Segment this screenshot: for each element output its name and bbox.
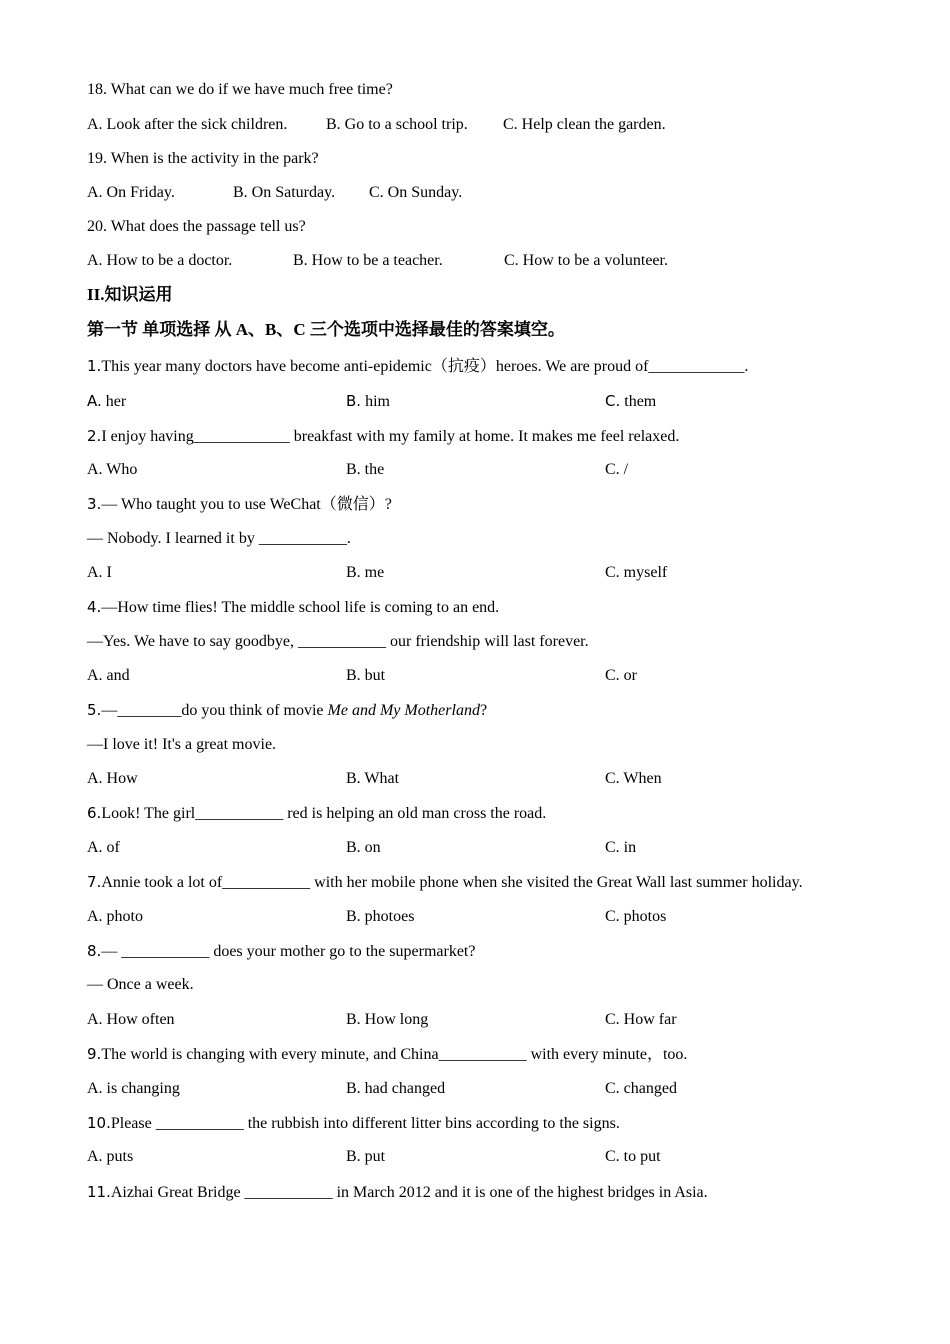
option-a: A. her (87, 392, 127, 410)
option-a: A. How (87, 770, 138, 787)
option-a: A. How often (87, 1011, 175, 1028)
question-number: 11. (87, 1183, 111, 1201)
option-b: B. had changed (346, 1080, 446, 1097)
option-c: C. When (605, 770, 662, 787)
question-stem (87, 356, 748, 376)
question-stem (87, 941, 475, 961)
question-text: —________do you think of movie (101, 702, 328, 719)
option-b: B. on (346, 839, 381, 856)
question-text: — ___________ does your mother go to the supermarket? (101, 943, 476, 960)
option-b: B. How long (346, 1011, 429, 1028)
option-b: B. put (346, 1148, 386, 1165)
option-c: C. them (605, 392, 657, 410)
question-stem (87, 700, 487, 720)
question-number: 4. (87, 598, 102, 616)
option-c: C. How far (605, 1011, 677, 1028)
question-stem (87, 426, 679, 446)
option-b: B. How to be a teacher. (293, 252, 443, 269)
question-text-end: ? (479, 702, 488, 719)
option-c: C. to put (605, 1148, 661, 1165)
question-text: This year many doctors have become anti-epidemic（抗疫）heroes. We are proud of____________. (101, 358, 749, 375)
option-a: A. Who (87, 461, 138, 478)
question-number: 10. (87, 1114, 111, 1132)
question-text: I enjoy having____________ breakfast with my family at home. It makes me feel relaxed. (101, 428, 680, 445)
option-a: A. puts (87, 1148, 134, 1165)
option-b: B. What (346, 770, 400, 787)
option-c: C. / (605, 461, 629, 478)
question-text: Look! The girl___________ red is helping an old man cross the road. (101, 805, 547, 822)
question-number: 5. (87, 701, 102, 719)
option-b: B. him (346, 392, 390, 410)
option-b: B. On Saturday. (233, 184, 336, 201)
option-b: B. me (346, 564, 385, 581)
question-stem (87, 1182, 708, 1202)
question-number: 8. (87, 942, 102, 960)
question-stem (87, 494, 392, 514)
question-stem (87, 1113, 620, 1133)
option-c: C. or (605, 667, 637, 684)
option-a: A. On Friday. (87, 184, 175, 201)
question-number: 6. (87, 804, 102, 822)
question-stem: 18. What can we do if we have much free time? (87, 81, 393, 98)
option-c: C. On Sunday. (369, 184, 463, 201)
option-c: C. changed (605, 1080, 677, 1097)
option-a: A. How to be a doctor. (87, 252, 233, 269)
option-a: A. I (87, 564, 112, 581)
option-a: A. is changing (87, 1080, 180, 1097)
option-a: A. and (87, 667, 130, 684)
question-number: 2. (87, 427, 102, 445)
option-a: A. Look after the sick children. (87, 116, 288, 133)
question-text-line: —Yes. We have to say goodbye, ___________ our friendship will last forever. (87, 633, 589, 650)
question-number: 3. (87, 495, 102, 513)
section-title: II.知识运用 (87, 285, 173, 304)
question-text: Aizhai Great Bridge ___________ in March 2012 and it is one of the highest bridges in Asia. (110, 1184, 708, 1201)
option-b: B. photoes (346, 908, 415, 925)
option-c: C. How to be a volunteer. (504, 252, 668, 269)
question-text: — Who taught you to use WeChat（微信）? (101, 496, 392, 513)
option-b: B. but (346, 667, 386, 684)
movie-title: Me and My Motherland (327, 702, 480, 719)
option-c: C. photos (605, 908, 667, 925)
question-stem (87, 1044, 687, 1064)
question-number: 7. (87, 873, 102, 891)
question-text: Annie took a lot of___________ with her mobile phone when she visited the Great Wall last summer holiday. (101, 874, 803, 891)
option-c: C. myself (605, 564, 668, 581)
question-stem (87, 872, 803, 892)
option-c: C. in (605, 839, 637, 856)
question-text: The world is changing with every minute, and China___________ with every minute，too. (101, 1046, 688, 1063)
question-text-line: —I love it! It's a great movie. (87, 736, 277, 753)
question-number: 1. (87, 357, 102, 375)
option-b: B. the (346, 461, 385, 478)
option-c: C. Help clean the garden. (503, 116, 666, 133)
section-subtitle: 第一节 单项选择 从 A、B、C 三个选项中选择最佳的答案填空。 (87, 320, 565, 339)
question-number: 9. (87, 1045, 102, 1063)
question-stem (87, 597, 499, 617)
question-stem: 20. What does the passage tell us? (87, 218, 306, 235)
option-a: A. of (87, 839, 120, 856)
question-stem: 19. When is the activity in the park? (87, 150, 319, 167)
option-a: A. photo (87, 908, 143, 925)
question-text: —How time flies! The middle school life is coming to an end. (101, 599, 500, 616)
question-stem (87, 803, 546, 823)
question-text-line: — Once a week. (87, 976, 194, 993)
question-text: Please ___________ the rubbish into different litter bins according to the signs. (110, 1115, 620, 1132)
question-text-line: — Nobody. I learned it by ___________. (87, 530, 351, 547)
option-b: B. Go to a school trip. (326, 116, 468, 133)
